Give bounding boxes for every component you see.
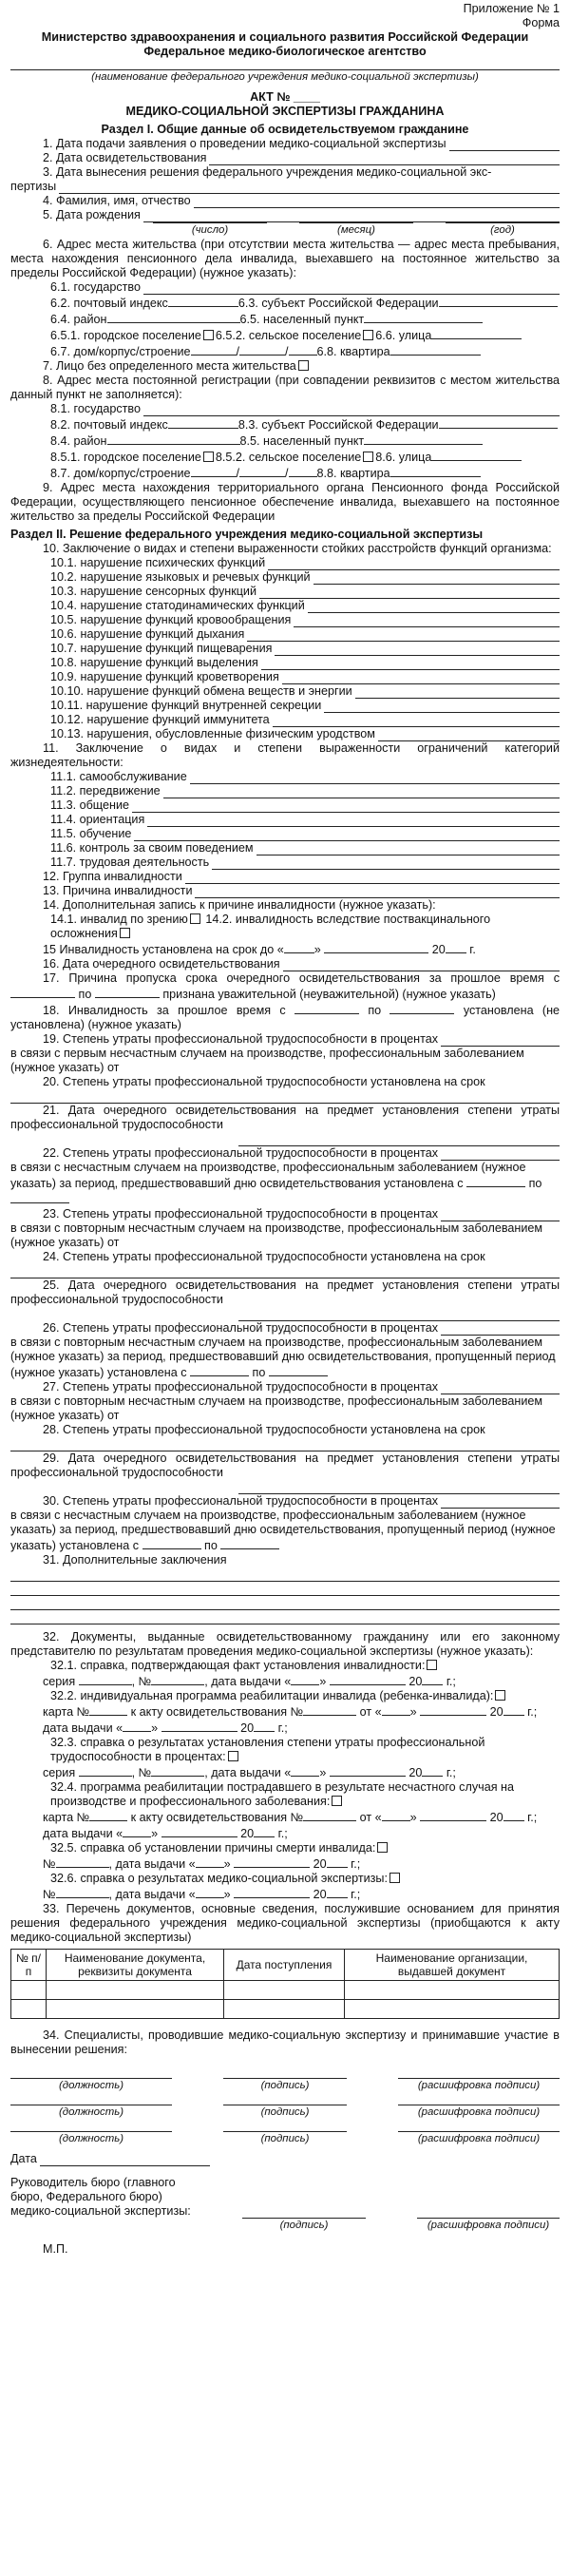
field-32-4-details[interactable]: карта № к акту освидетельствования № от « » 20 г.; дата выдачи « » 20 г.; — [43, 1811, 538, 1840]
field-25-line[interactable] — [238, 1307, 560, 1321]
col-organization: Наименование организации, выдавшей документ — [345, 1950, 560, 1981]
list-item[interactable]: 10.5. нарушение функций кровообращения — [10, 613, 560, 627]
checkbox[interactable] — [495, 1690, 505, 1701]
field-32-3-details[interactable]: серия , № , дата выдачи « » 20 г.; — [43, 1766, 456, 1779]
field-4[interactable]: 4. Фамилия, имя, отчество — [10, 194, 560, 208]
field-29-line[interactable] — [238, 1480, 560, 1494]
checkbox[interactable] — [377, 1842, 388, 1853]
documents-table — [10, 1949, 560, 2019]
checkbox[interactable] — [298, 360, 309, 371]
field-32-4: 32.4. программа реабилитации пострадавшего в результате несчастного случая на производстве и профессионального заболевания: — [50, 1780, 514, 1808]
field-2[interactable]: 2. Дата освидетельствования — [10, 151, 560, 165]
field-8-1[interactable]: 8.1. государство — [10, 402, 560, 416]
date-field[interactable]: Дата — [10, 2152, 210, 2166]
checkbox[interactable] — [363, 452, 373, 462]
checkbox[interactable] — [427, 1660, 437, 1670]
field-30-b[interactable]: в связи с несчастным случаем на производстве, профессиональным заболеванием (нужное указать) за период, предшествовавший дню освидетельствования, пропущенный период (нужное указать) установлена с по — [10, 1509, 556, 1552]
list-item[interactable]: 10.1. нарушение психических функций — [10, 556, 560, 570]
act-title: МЕДИКО-СОЦИАЛЬНОЙ ЭКСПЕРТИЗЫ ГРАЖДАНИНА — [125, 105, 445, 118]
agency-title: Федеральное медико-биологическое агентство — [143, 45, 427, 58]
list-item[interactable]: 11.1. самообслуживание — [10, 770, 560, 784]
field-19[interactable]: 19. Степень утраты профессиональной трудоспособности в процентах — [10, 1032, 560, 1047]
field-6-7-8[interactable]: 6.7. дом/корпус/строение / / 6.8. квартира — [10, 343, 560, 359]
list-item[interactable]: 11.4. ориентация — [10, 813, 560, 827]
checkbox[interactable] — [390, 1873, 400, 1883]
list-item[interactable]: 10.13. нарушения, обусловленные физическим уродством — [10, 727, 560, 741]
field-25: 25. Дата очередного освидетельствования на предмет установления степени утраты профессиональной трудоспособности — [10, 1278, 560, 1306]
field-20: 20. Степень утраты профессиональной трудоспособности установлена на срок — [43, 1075, 485, 1088]
list-item[interactable]: 11.7. трудовая деятельность — [10, 855, 560, 870]
field-8-2-3[interactable]: 8.2. почтовый индекс 8.3. субъект Российской Федерации — [10, 416, 560, 433]
list-item[interactable]: 10.3. нарушение сенсорных функций — [10, 585, 560, 599]
act-number: АКТ № ____ — [250, 90, 320, 104]
field-26-b[interactable]: в связи с повторным несчастным случаем на производстве, профессиональным заболеванием (нужное указать) за период, предшествовавший дню освидетельствования, пропущенный период (нужное указать) установлена с по — [10, 1336, 556, 1379]
field-27[interactable]: 27. Степень утраты профессиональной трудоспособности в процентах — [10, 1380, 560, 1394]
field-21: 21. Дата очередного освидетельствования на предмет установления степени утраты профессиональной трудоспособности — [10, 1104, 560, 1131]
field-6-2-3[interactable]: 6.2. почтовый индекс 6.3. субъект Российской Федерации — [10, 295, 560, 311]
checkbox[interactable] — [332, 1796, 342, 1806]
field-31-line[interactable] — [10, 1596, 560, 1610]
field-22-b[interactable]: в связи с несчастным случаем на производстве, профессиональным заболеванием (нужное указать) за период, предшествовавший дню освидетельствования установлена с по — [10, 1161, 560, 1207]
field-24: 24. Степень утраты профессиональной трудоспособности установлена на срок — [43, 1250, 485, 1263]
table-row[interactable] — [11, 1981, 560, 2000]
list-item[interactable]: 10.9. нарушение функций кроветворения — [10, 670, 560, 684]
checkbox[interactable] — [203, 330, 214, 340]
field-20-line[interactable] — [10, 1089, 560, 1104]
field-32-5-details[interactable]: № , дата выдачи « » 20 г.; — [43, 1857, 361, 1871]
field-32-3: 32.3. справка о результатах установления степени утраты профессиональной трудоспособности в процентах: — [50, 1736, 485, 1763]
specialist-signature-row[interactable]: (должность) (подпись) (расшифровка подписи) — [10, 2078, 560, 2093]
field-8-5-1-6[interactable]: 8.5.1. городское поселение 8.5.2. сельское поселение 8.6. улица — [10, 449, 560, 465]
checkbox[interactable] — [228, 1751, 238, 1761]
table-row[interactable] — [11, 2000, 560, 2019]
section-1-title: Раздел I. Общие данные об освидетельствуемом гражданине — [101, 123, 469, 136]
birth-date-captions: (число) (месяц) (год) — [10, 222, 560, 238]
head-signature[interactable]: медико-социальной экспертизы: (подпись) (расшифровка подписи) — [10, 2204, 560, 2233]
field-8-7-8[interactable]: 8.7. дом/корпус/строение / / 8.8. квартира — [10, 465, 560, 481]
list-item[interactable]: 11.3. общение — [10, 798, 560, 813]
field-19-b[interactable]: в связи с первым несчастным случаем на производстве, профессиональным заболеванием (нужное указать) от — [10, 1047, 524, 1074]
field-6-label: 6. Адрес места жительства (при отсутствии места жительства — адрес места пребывания, места нахождения пенсионного дела инвалида, выехавшего на постоянное жительство за пределы Российской Федерации) (нужное указать): — [10, 238, 560, 279]
field-21-line[interactable] — [238, 1132, 560, 1146]
field-23[interactable]: 23. Степень утраты профессиональной трудоспособности в процентах — [10, 1207, 560, 1221]
field-3[interactable]: пертизы — [10, 180, 560, 194]
checkbox[interactable] — [190, 913, 200, 924]
field-29: 29. Дата очередного освидетельствования на предмет установления степени утраты профессиональной трудоспособности — [10, 1451, 560, 1479]
field-11-label: 11. Заключение о видах и степени выраженности ограничений категорий жизнедеятельности: — [10, 741, 560, 769]
list-item[interactable]: 11.5. обучение — [10, 827, 560, 841]
section-2-title: Раздел II. Решение федерального учреждения медико-социальной экспертизы — [10, 528, 484, 541]
form-label: Форма — [522, 16, 560, 29]
field-6-4-5[interactable]: 6.4. район 6.5. населенный пункт — [10, 311, 560, 327]
col-document: Наименование документа, реквизиты документа — [47, 1950, 224, 1981]
field-12[interactable]: 12. Группа инвалидности — [10, 870, 560, 884]
field-31-line[interactable] — [10, 1567, 560, 1582]
list-item[interactable]: 10.12. нарушение функций иммунитета — [10, 713, 560, 727]
list-item[interactable]: 10.4. нарушение статодинамических функций — [10, 599, 560, 613]
field-32-label: 32. Документы, выданные освидетельствованному гражданину или его законному представителю по результатам проведения медико-социальной экспертизы (нужное указать): — [10, 1630, 560, 1658]
checkbox[interactable] — [120, 928, 130, 938]
field-23-b[interactable]: в связи с повторным несчастным случаем на производстве, профессиональным заболеванием (нужное указать) от — [10, 1221, 543, 1249]
specialist-signature-row[interactable]: (должность) (подпись) (расшифровка подписи) — [10, 2131, 560, 2146]
checkbox[interactable] — [203, 452, 214, 462]
col-date: Дата поступления — [224, 1950, 345, 1981]
field-5[interactable]: 5. Дата рождения — [10, 208, 560, 222]
field-8-label: 8. Адрес места постоянной регистрации (при совпадении реквизитов с местом жительства данный пункт не заполняется): — [10, 374, 560, 401]
field-18[interactable]: 18. Инвалидность за прошлое время с по установлена (не установлена) (нужное указать) — [10, 1004, 560, 1031]
functions-list — [10, 556, 560, 741]
field-26[interactable]: 26. Степень утраты профессиональной трудоспособности в процентах — [10, 1321, 560, 1336]
field-31-line[interactable] — [10, 1610, 560, 1624]
field-32-1-details[interactable]: серия , № , дата выдачи « » 20 г.; — [43, 1675, 456, 1688]
field-32-6: 32.6. справка о результатах медико-социальной экспертизы: — [10, 1872, 560, 1886]
list-item[interactable]: 10.2. нарушение языковых и речевых функций — [10, 570, 560, 585]
field-31: 31. Дополнительные заключения — [43, 1553, 227, 1567]
field-1[interactable]: 1. Дата подачи заявления о проведении медико-социальной экспертизы — [10, 137, 560, 151]
field-33-label: 33. Перечень документов, основные сведения, послужившие основанием для принятия решения федерального учреждения медико-социальной экспертизы (приобщаются к акту медико-социальной экспертизы) — [10, 1902, 560, 1944]
list-item[interactable]: 10.7. нарушение функций пищеварения — [10, 642, 560, 656]
list-item[interactable]: 10.6. нарушение функций дыхания — [10, 627, 560, 642]
field-28: 28. Степень утраты профессиональной трудоспособности установлена на срок — [43, 1423, 485, 1436]
field-14-label: 14. Дополнительная запись к причине инвалидности (нужное указать): — [43, 898, 436, 912]
field-10-label: 10. Заключение о видах и степени выраженности стойких расстройств функций организма: — [43, 542, 552, 555]
field-3-label: 3. Дата вынесения решения федерального учреждения медико-социальной экс- — [43, 165, 492, 179]
categories-list — [10, 770, 560, 870]
field-14-options: 14.1. инвалид по зрению 14.2. инвалидность вследствие поствакцинального осложнения — [50, 913, 491, 940]
field-28-line[interactable] — [10, 1437, 560, 1451]
appendix-label: Приложение № 1 — [463, 2, 560, 15]
list-item[interactable]: 11.2. передвижение — [10, 784, 560, 798]
head-line-2: бюро, Федерального бюро) — [10, 2190, 162, 2203]
field-32-2-details[interactable]: карта № к акту освидетельствования № от « » 20 г.; дата выдачи « » 20 г.; — [43, 1705, 538, 1735]
checkbox[interactable] — [363, 330, 373, 340]
field-8-4-5[interactable]: 8.4. район 8.5. населенный пункт — [10, 433, 560, 449]
field-27-b[interactable]: в связи с повторным несчастным случаем на производстве, профессиональным заболеванием (нужное указать) от — [10, 1394, 543, 1422]
col-number: № п/п — [11, 1950, 47, 1981]
field-24-line[interactable] — [10, 1264, 560, 1278]
field-32-1: 32.1. справка, подтверждающая факт установления инвалидности: — [10, 1659, 560, 1673]
field-22[interactable]: 22. Степень утраты профессиональной трудоспособности в процентах — [10, 1146, 560, 1161]
field-6-1[interactable]: 6.1. государство — [10, 280, 560, 295]
field-31-line[interactable] — [10, 1582, 560, 1596]
specialist-signature-row[interactable]: (должность) (подпись) (расшифровка подписи) — [10, 2105, 560, 2120]
head-line-1: Руководитель бюро (главного — [10, 2176, 176, 2189]
specialists-signatures — [10, 2078, 560, 2146]
field-32-2: 32.2. индивидуальная программа реабилитации инвалида (ребенка-инвалида): — [10, 1689, 560, 1703]
ministry-title: Министерство здравоохранения и социального развития Российской Федерации — [41, 30, 529, 44]
field-6-5-1-6[interactable]: 6.5.1. городское поселение 6.5.2. сельское поселение 6.6. улица — [10, 327, 560, 343]
list-item[interactable]: 10.10. нарушение функций обмена веществ и энергии — [10, 684, 560, 699]
field-7[interactable]: 7. Лицо без определенного места жительства — [10, 359, 560, 374]
act-form — [10, 0, 560, 2257]
field-17[interactable]: 17. Причина пропуска срока очередного освидетельствования за прошлое время с по признана уважительной (неуважительной) (нужное указать) — [10, 971, 560, 1002]
list-item[interactable]: 11.6. контроль за своим поведением — [10, 841, 560, 855]
field-9: 9. Адрес места нахождения территориального органа Пенсионного фонда Российской Федерации, осуществляющего пенсионное обеспечение инвалида, выехавшего на постоянное жительство за пределы Российской Федерации — [10, 481, 560, 523]
field-15[interactable]: 15 Инвалидность установлена на срок до « » 20 г. — [43, 943, 476, 956]
institution-caption: (наименование федерального учреждения медико-социальной экспертизы) — [10, 69, 560, 85]
field-32-5: 32.5. справка об установлении причины смерти инвалида: — [10, 1841, 560, 1855]
field-34-label: 34. Специалисты, проводившие медико-социальную экспертизу и принимавшие участие в вынесении решения: — [10, 2028, 560, 2056]
field-30[interactable]: 30. Степень утраты профессиональной трудоспособности в процентах — [10, 1494, 560, 1509]
list-item[interactable]: 10.11. нарушение функций внутренней секреции — [10, 699, 560, 713]
field-32-6-details[interactable]: № , дата выдачи « » 20 г.; — [43, 1888, 361, 1901]
field-13[interactable]: 13. Причина инвалидности — [10, 884, 560, 898]
field-16[interactable]: 16. Дата очередного освидетельствования — [10, 957, 560, 971]
list-item[interactable]: 10.8. нарушение функций выделения — [10, 656, 560, 670]
stamp-label: М.П. — [43, 2242, 68, 2256]
